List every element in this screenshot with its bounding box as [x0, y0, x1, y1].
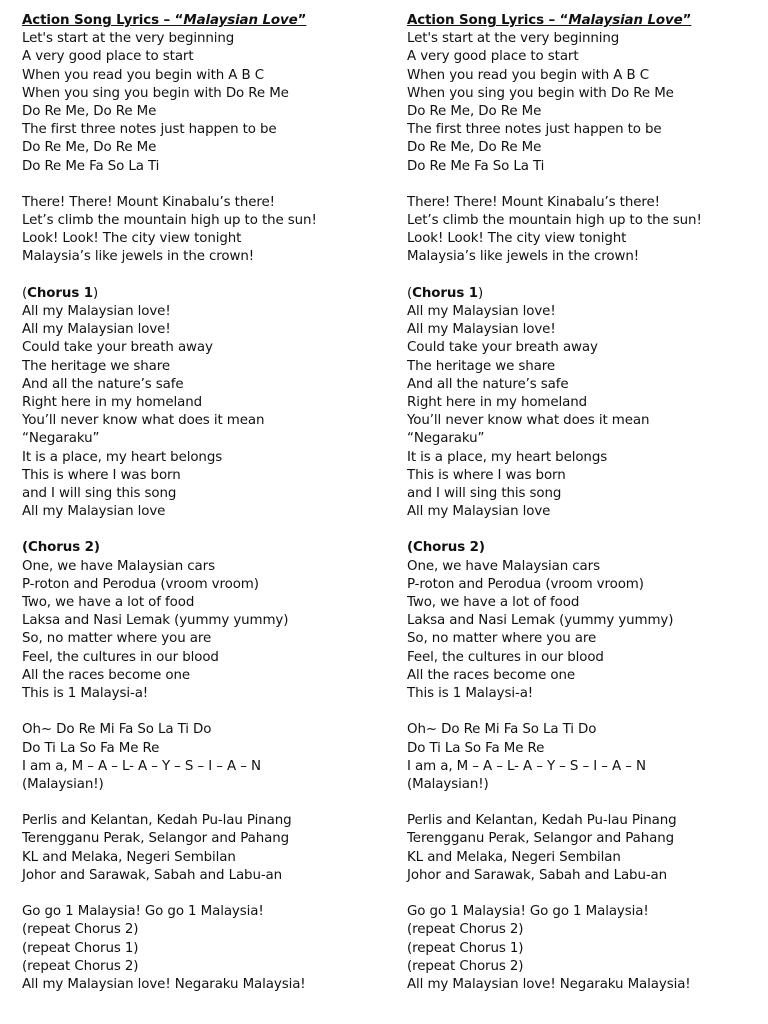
chorus1-line: The heritage we share	[22, 358, 171, 374]
verse1-line: Do Re Me, Do Re Me	[22, 140, 157, 156]
chorus1-line: and I will sing this song	[22, 485, 177, 501]
bridge-line: Do Ti La So Fa Me Re	[407, 740, 545, 756]
lyrics-title	[22, 12, 394, 30]
states-line: Perlis and Kelantan, Kedah Pu-lau Pinang	[407, 813, 677, 829]
ending-line: (repeat Chorus 2)	[407, 958, 524, 974]
chorus2-line: Laksa and Nasi Lemak (yummy yummy)	[407, 613, 674, 629]
song-name: Malaysian Love	[183, 13, 298, 28]
chorus2-line: Two, we have a lot of food	[22, 595, 195, 610]
stanza-gap	[22, 267, 394, 285]
bridge-line: (Malaysian!)	[407, 776, 489, 792]
lyrics-column-right	[407, 12, 768, 994]
states-line: Terengganu Perak, Selangor and Pahang	[22, 831, 290, 847]
verse2-line: Let’s climb the mountain high up to the sun!	[407, 213, 702, 229]
ending-line: All my Malaysian love! Negaraku Malaysia!	[407, 976, 691, 992]
chorus1-line: And all the nature’s safe	[22, 376, 184, 392]
chorus1-line: All my Malaysian love	[22, 504, 166, 520]
lyrics-title	[407, 12, 768, 30]
states-line: Johor and Sarawak, Sabah and Labu-an	[22, 867, 283, 883]
bridge-line: Oh~ Do Re Mi Fa So La Ti Do	[22, 722, 212, 738]
states-line: KL and Melaka, Negeri Sembilan	[407, 849, 621, 865]
bridge-line: (Malaysian!)	[22, 776, 104, 792]
chorus2-line: So, no matter where you are	[407, 631, 597, 647]
stanza-gap	[22, 176, 394, 194]
song-name: Malaysian Love	[568, 13, 683, 28]
chorus1-line: All my Malaysian love!	[407, 322, 556, 338]
stanza-gap	[407, 521, 768, 539]
verse2-line: Look! Look! The city view tonight	[407, 231, 627, 247]
chorus2-line: Feel, the cultures in our blood	[407, 649, 604, 665]
chorus1-line: It is a place, my heart belongs	[22, 449, 223, 465]
chorus2-line: All the races become one	[22, 667, 190, 683]
states-line: Terengganu Perak, Selangor and Pahang	[407, 831, 675, 847]
ending-line: (repeat Chorus 1)	[407, 940, 524, 956]
chorus1-line: All my Malaysian love!	[22, 304, 171, 319]
chorus1-line: Could take your breath away	[22, 340, 213, 356]
chorus1-heading	[407, 285, 768, 303]
chorus1-line: “Negaraku”	[407, 431, 485, 447]
bridge-line: I am a, M – A – L- A – Y – S – I – A – N	[407, 758, 646, 774]
chorus1-heading	[22, 285, 394, 303]
chorus1-line: You’ll never know what does it mean	[407, 413, 650, 429]
chorus1-close: )	[92, 285, 99, 301]
title-prefix: Action Song Lyrics – “	[407, 13, 569, 28]
states-line: KL and Melaka, Negeri Sembilan	[22, 849, 236, 865]
verse2-line: Malaysia’s like jewels in the crown!	[22, 249, 254, 265]
states-line: Perlis and Kelantan, Kedah Pu-lau Pinang	[22, 813, 292, 829]
verse1-line: Do Re Me, Do Re Me	[407, 140, 542, 156]
chorus1-line: “Negaraku”	[22, 431, 100, 447]
bridge-line: I am a, M – A – L- A – Y – S – I – A – N	[22, 758, 261, 774]
chorus1-line: This is where I was born	[22, 467, 181, 483]
title-suffix: ”	[297, 13, 307, 28]
verse1-line: A very good place to start	[22, 49, 194, 65]
verse1-line: When you read you begin with A B C	[407, 67, 650, 83]
stanza-gap	[407, 267, 768, 285]
chorus2-line: Laksa and Nasi Lemak (yummy yummy)	[22, 613, 289, 629]
chorus2-line: P-roton and Perodua (vroom vroom)	[22, 576, 259, 592]
chorus2-line: Feel, the cultures in our blood	[22, 649, 219, 665]
verse1-line: When you sing you begin with Do Re Me	[407, 85, 674, 101]
chorus2-heading: (Chorus 2)	[22, 540, 100, 556]
chorus2-line: So, no matter where you are	[22, 631, 212, 647]
ending-line: (repeat Chorus 2)	[22, 958, 139, 974]
chorus1-line: You’ll never know what does it mean	[22, 413, 265, 429]
verse2-line: Let’s climb the mountain high up to the sun!	[22, 213, 317, 229]
verse2-line: Malaysia’s like jewels in the crown!	[407, 249, 639, 265]
ending-line: All my Malaysian love! Negaraku Malaysia!	[22, 976, 306, 992]
chorus2-line: One, we have Malaysian cars	[407, 558, 600, 574]
verse2-line: There! There! Mount Kinabalu’s there!	[407, 194, 660, 210]
verse1-line: When you read you begin with A B C	[22, 67, 265, 83]
verse1-line: Do Re Me Fa So La Ti	[407, 158, 545, 174]
verse1-line: The first three notes just happen to be	[22, 122, 277, 138]
stanza-gap	[22, 521, 394, 539]
chorus1-line: It is a place, my heart belongs	[407, 449, 608, 465]
chorus2-line: This is 1 Malaysi-a!	[407, 685, 534, 701]
bridge-line: Oh~ Do Re Mi Fa So La Ti Do	[407, 722, 597, 738]
chorus1-line: And all the nature’s safe	[407, 376, 569, 392]
verse2-line: There! There! Mount Kinabalu’s there!	[22, 194, 275, 210]
chorus2-line: This is 1 Malaysi-a!	[22, 685, 149, 701]
stanza-gap	[22, 703, 394, 721]
ending-line: (repeat Chorus 2)	[22, 922, 139, 938]
stanza-gap	[22, 794, 394, 812]
ending-line: Go go 1 Malaysia! Go go 1 Malaysia!	[407, 904, 649, 920]
chorus1-open: (	[22, 285, 28, 301]
states-line: Johor and Sarawak, Sabah and Labu-an	[407, 867, 668, 883]
bridge-line: Do Ti La So Fa Me Re	[22, 740, 160, 756]
verse1-line: Do Re Me, Do Re Me	[22, 103, 157, 119]
ending-line: (repeat Chorus 1)	[22, 940, 139, 956]
verse1-line: Let's start at the very beginning	[22, 31, 235, 47]
chorus2-line: P-roton and Perodua (vroom vroom)	[407, 576, 644, 592]
ending-line: Go go 1 Malaysia! Go go 1 Malaysia!	[22, 904, 264, 920]
chorus1-line: All my Malaysian love!	[22, 322, 171, 338]
verse1-line: The first three notes just happen to be	[407, 122, 662, 138]
chorus1-line: Could take your breath away	[407, 340, 598, 356]
chorus1-open: (	[407, 285, 413, 301]
stanza-gap	[22, 885, 394, 903]
stanza-gap	[407, 176, 768, 194]
stanza-gap	[407, 703, 768, 721]
chorus1-line: All my Malaysian love	[407, 504, 551, 520]
chorus1-line: The heritage we share	[407, 358, 556, 374]
chorus2-line: Two, we have a lot of food	[407, 595, 580, 610]
verse1-line: A very good place to start	[407, 49, 579, 65]
lyrics-column-left	[22, 12, 394, 994]
title-prefix: Action Song Lyrics – “	[22, 13, 184, 28]
verse1-line: Do Re Me, Do Re Me	[407, 103, 542, 119]
verse1-line: Let's start at the very beginning	[407, 31, 620, 47]
chorus1-label: Chorus 1	[27, 285, 93, 301]
chorus1-line: All my Malaysian love!	[407, 304, 556, 319]
ending-line: (repeat Chorus 2)	[407, 922, 524, 938]
chorus1-line: Right here in my homeland	[22, 394, 203, 410]
chorus1-close: )	[477, 285, 484, 301]
title-suffix: ”	[682, 13, 692, 28]
verse1-line: Do Re Me Fa So La Ti	[22, 158, 160, 174]
chorus1-label: Chorus 1	[412, 285, 478, 301]
chorus1-line: and I will sing this song	[407, 485, 562, 501]
verse1-line: When you sing you begin with Do Re Me	[22, 85, 289, 101]
verse2-line: Look! Look! The city view tonight	[22, 231, 242, 247]
chorus2-heading: (Chorus 2)	[407, 540, 485, 556]
chorus1-line: This is where I was born	[407, 467, 566, 483]
stanza-gap	[407, 885, 768, 903]
stanza-gap	[407, 794, 768, 812]
chorus2-line: One, we have Malaysian cars	[22, 558, 215, 574]
chorus1-line: Right here in my homeland	[407, 394, 588, 410]
chorus2-line: All the races become one	[407, 667, 575, 683]
